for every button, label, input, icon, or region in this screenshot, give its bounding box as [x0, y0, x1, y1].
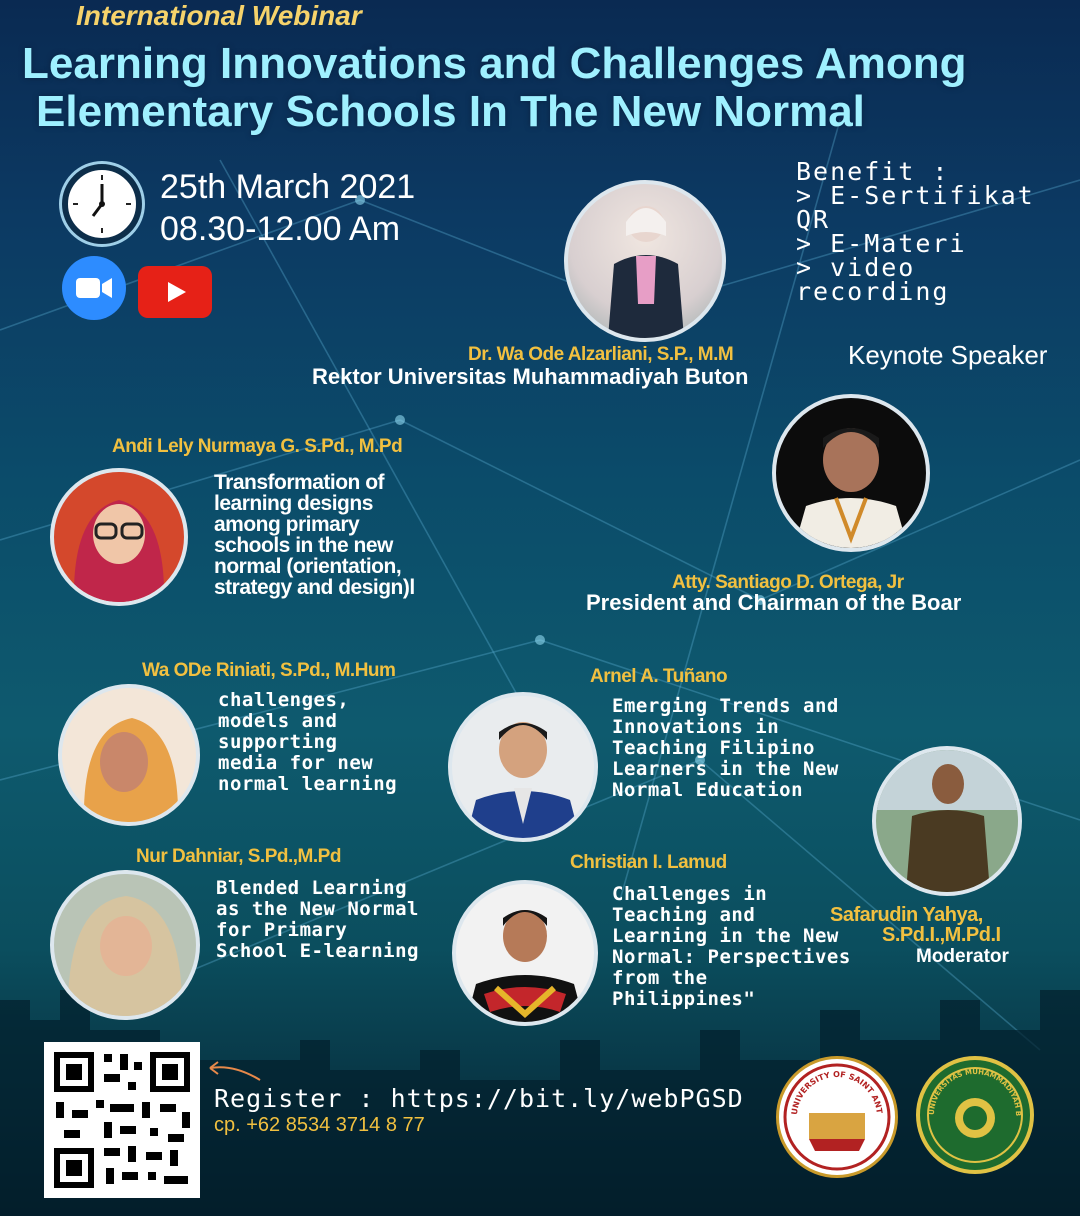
- zoom-icon[interactable]: [62, 256, 126, 320]
- speaker-photo: [50, 468, 188, 606]
- youtube-icon[interactable]: [138, 266, 212, 318]
- keynote-speaker-photo: [564, 180, 726, 342]
- event-type-label: International Webinar: [76, 0, 362, 31]
- speaker-name: Nur Dahniar, S.Pd.,M.Pd: [136, 846, 341, 867]
- moderator-photo: [872, 746, 1022, 896]
- speaker-name: Wa ODe Riniati, S.Pd., M.Hum: [142, 660, 396, 681]
- moderator-role: Moderator: [916, 946, 1009, 967]
- keynote-name: Dr. Wa Ode Alzarliani, S.P., M.M: [468, 344, 734, 365]
- university-saint-anthony-logo: [776, 1056, 898, 1178]
- keynote-role: Rektor Universitas Muhammadiyah Buton: [312, 364, 749, 389]
- benefit-list: [796, 157, 1080, 306]
- speaker-name: Andi Lely Nurmaya G. S.Pd., M.Pd: [112, 436, 403, 457]
- contact-phone: cp. +62 8534 3714 8 77: [214, 1114, 425, 1136]
- speaker-topic: Transformation of learning designs among primary schools in the new normal (orientation, strategy and design)l: [214, 471, 415, 599]
- logo-text: UNIVERSITY OF SAINT ANT: [789, 1069, 884, 1116]
- speaker-topic: Emerging Trends and Innovations in Teaching Filipino Learners in the New Normal Education: [612, 695, 839, 801]
- speaker-topic: Challenges in Teaching and Learning in the New Normal: Perspectives from the Philippines": [612, 883, 851, 1010]
- moderator-name-line2: S.Pd.I.,M.Pd.I: [882, 924, 1001, 946]
- speaker-topic: Blended Learning as the New Normal for Primary School E-learning: [216, 877, 419, 962]
- moderator-name-line1: Safarudin Yahya,: [830, 904, 983, 926]
- speaker-name: Arnel A. Tuñano: [590, 666, 728, 687]
- arrow-icon: [204, 1060, 264, 1084]
- event-datetime: [160, 166, 415, 250]
- speaker-name: Christian I. Lamud: [570, 852, 727, 873]
- title-line-2: Elementary Schools In The New Normal: [36, 87, 865, 136]
- speaker-topic: challenges, models and supporting media for new normal learning: [218, 689, 398, 795]
- clock-icon: [62, 164, 142, 244]
- universitas-muhammadiyah-buton-logo: [916, 1056, 1034, 1174]
- benefit-item: > video recording: [796, 253, 950, 306]
- qr-code[interactable]: [44, 1042, 200, 1198]
- speaker-photo: [58, 684, 200, 826]
- president-role: President and Chairman of the Boar: [586, 590, 962, 615]
- president-photo: [772, 394, 930, 552]
- speaker-photo: [452, 880, 598, 1026]
- logo-text: UNIVERSITAS MUHAMMADIYAH B: [927, 1067, 1023, 1117]
- event-time: 08.30-12.00 Am: [160, 210, 401, 248]
- president-name: Atty. Santiago D. Ortega, Jr: [672, 572, 904, 593]
- speaker-photo: [50, 870, 200, 1020]
- event-date: 25th March 2021: [160, 168, 416, 206]
- keynote-label: Keynote Speaker: [848, 340, 1048, 370]
- benefit-item: > E-Sertifikat QR: [796, 181, 1035, 234]
- speaker-photo: [448, 692, 598, 842]
- register-link[interactable]: Register : https://bit.ly/webPGSD: [214, 1084, 744, 1113]
- title-line-1: Learning Innovations and Challenges Among: [22, 39, 967, 88]
- benefit-item: > E-Materi: [796, 229, 967, 258]
- benefit-heading: Benefit :: [796, 157, 950, 186]
